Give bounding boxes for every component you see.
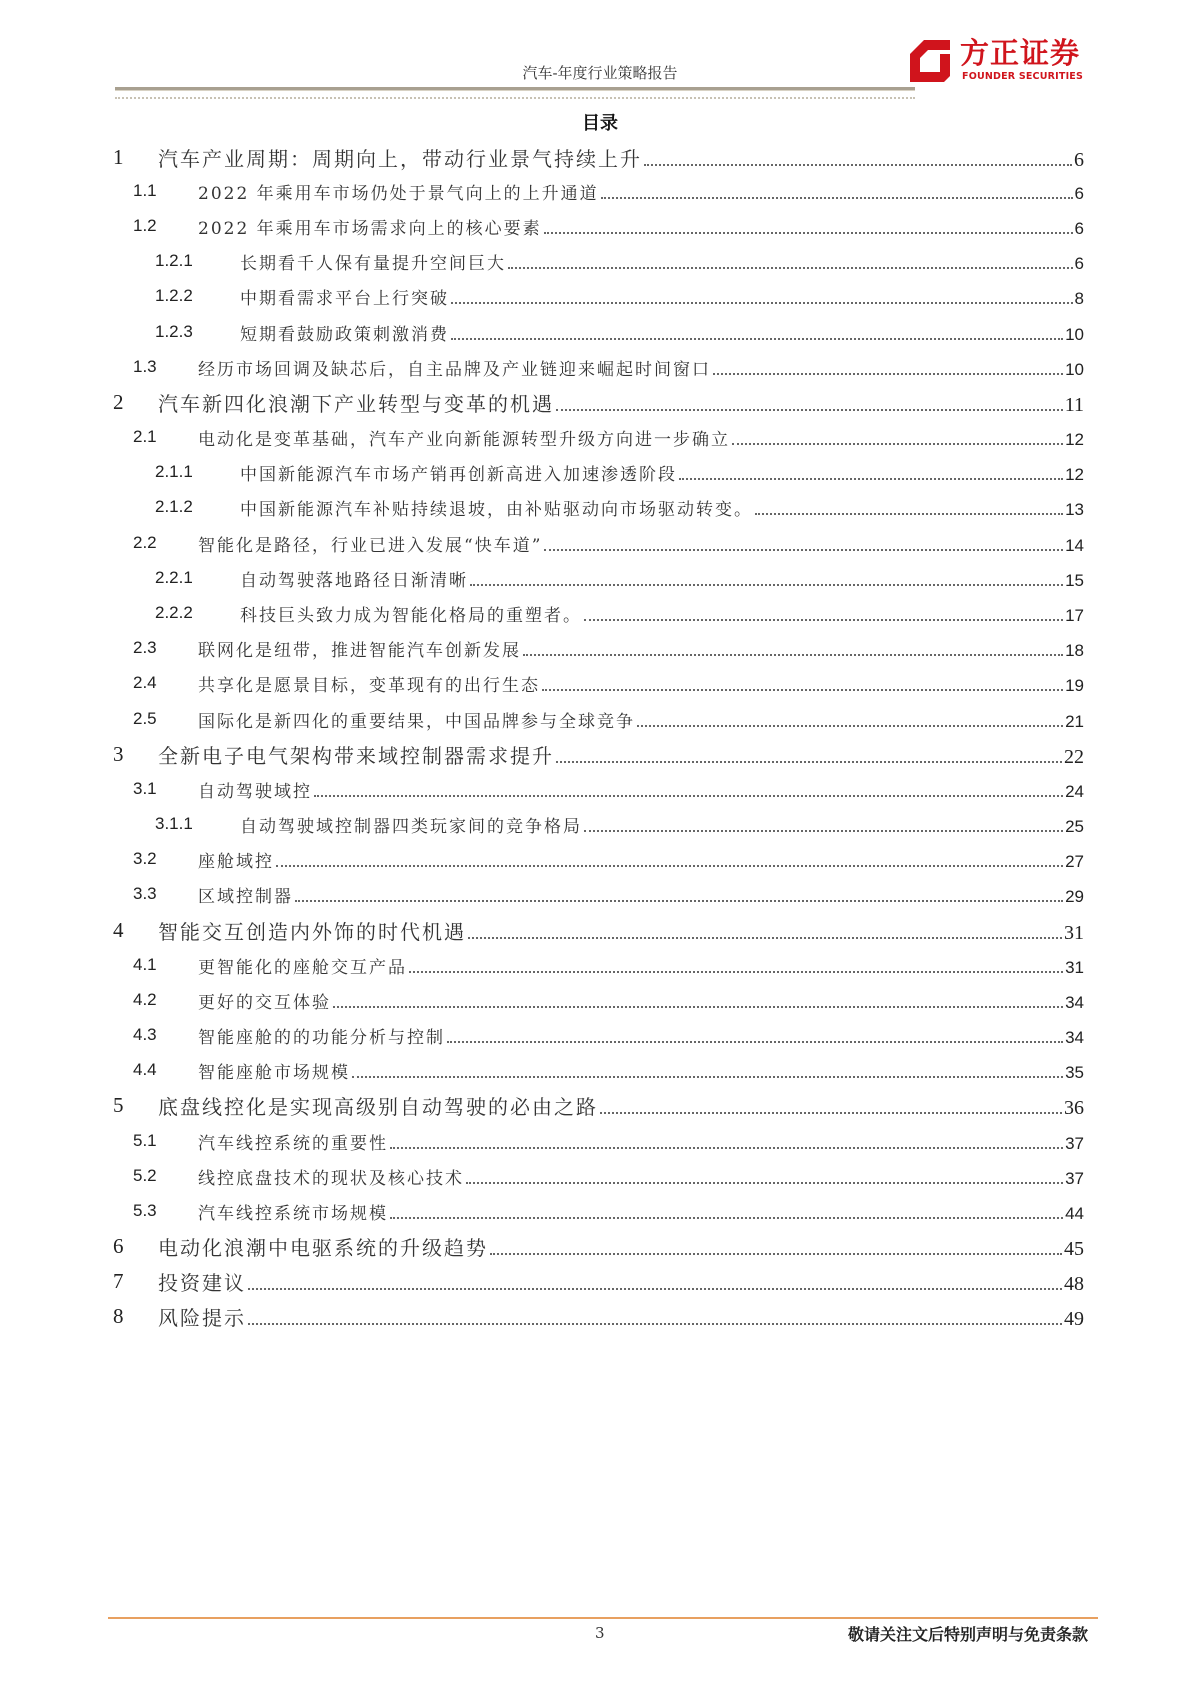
toc-entry[interactable] xyxy=(0,279,1200,313)
toc-entry-page: 18 xyxy=(1065,640,1084,660)
toc-entry-number: 2 xyxy=(113,389,124,414)
toc-entry-page: 35 xyxy=(1065,1062,1084,1082)
toc-entry-title: 经历市场回调及缺芯后，自主品牌及产业链迎来崛起时间窗口 xyxy=(198,359,711,380)
toc-entry-title: 中期看需求平台上行突破 xyxy=(240,288,449,309)
toc-entry[interactable] xyxy=(0,140,1200,174)
toc-entry-number: 1 xyxy=(113,144,124,169)
toc-entry-number: 3.1.1 xyxy=(155,814,193,833)
toc-entry-number: 2.4 xyxy=(133,673,157,692)
footer-divider xyxy=(108,1617,1098,1619)
dot-leader xyxy=(295,900,1063,902)
toc-entry[interactable] xyxy=(0,737,1200,771)
dot-leader xyxy=(713,373,1063,375)
toc-entry[interactable] xyxy=(0,842,1200,876)
toc-entry-page: 12 xyxy=(1065,464,1084,484)
toc-entry-page: 6 xyxy=(1074,253,1084,273)
dot-leader xyxy=(544,549,1063,551)
toc-entry-title: 线控底盘技术的现状及核心技术 xyxy=(198,1168,464,1189)
toc-entry[interactable] xyxy=(0,983,1200,1017)
dot-leader xyxy=(390,1147,1063,1149)
toc-entry-page: 37 xyxy=(1065,1168,1084,1188)
toc-entry-title: 2022 年乘用车市场仍处于景气向上的上升通道 xyxy=(198,183,599,204)
toc-entry[interactable] xyxy=(0,455,1200,489)
header-dotted-divider xyxy=(115,97,915,99)
toc-entry-title: 2022 年乘用车市场需求向上的核心要素 xyxy=(198,218,542,239)
logo-name-en: FOUNDER SECURITIES xyxy=(962,71,1084,82)
toc-entry-number: 1.2.2 xyxy=(155,286,193,305)
toc-entry[interactable] xyxy=(0,209,1200,243)
toc-entry-page: 49 xyxy=(1064,1307,1084,1330)
dot-leader xyxy=(248,1288,1062,1290)
toc-entry[interactable] xyxy=(0,526,1200,560)
dot-leader xyxy=(314,795,1063,797)
dot-leader xyxy=(409,971,1063,973)
toc-entry-title: 智能座舱的的功能分析与控制 xyxy=(198,1027,445,1048)
dot-leader xyxy=(600,1112,1062,1114)
dot-leader xyxy=(584,830,1063,832)
toc-entry-title: 汽车线控系统的重要性 xyxy=(198,1133,388,1154)
toc-entry-title: 全新电子电气架构带来域控制器需求提升 xyxy=(158,743,554,768)
toc-entry-title: 投资建议 xyxy=(158,1270,246,1295)
toc-entry-page: 27 xyxy=(1065,851,1084,871)
toc-entry-title: 国际化是新四化的重要结果，中国品牌参与全球竞争 xyxy=(198,711,635,732)
dot-leader xyxy=(470,584,1063,586)
toc-entry[interactable] xyxy=(0,596,1200,630)
toc-entry-page: 22 xyxy=(1064,745,1084,768)
founder-securities-logo xyxy=(910,36,1100,86)
toc-entry-title: 自动驾驶域控 xyxy=(198,781,312,802)
toc-entry[interactable] xyxy=(0,666,1200,700)
toc-entry-page: 10 xyxy=(1065,359,1084,379)
toc-entry-number: 2.5 xyxy=(133,709,157,728)
toc-entry-number: 5.2 xyxy=(133,1166,157,1185)
dot-leader xyxy=(276,865,1063,867)
dot-leader xyxy=(755,513,1063,515)
toc-entry-title: 中国新能源汽车补贴持续退坡，由补贴驱动向市场驱动转变。 xyxy=(240,499,753,520)
toc-entry-page: 12 xyxy=(1065,429,1084,449)
toc-entry-number: 2.2.1 xyxy=(155,568,193,587)
toc-entry-page: 14 xyxy=(1065,535,1084,555)
toc-entry-page: 44 xyxy=(1065,1203,1084,1223)
toc-entry-number: 4 xyxy=(113,917,124,942)
toc-entry-number: 2.1.1 xyxy=(155,462,193,481)
dot-leader xyxy=(468,937,1062,939)
toc-entry[interactable] xyxy=(0,1053,1200,1087)
toc-entry-title: 长期看千人保有量提升空间巨大 xyxy=(240,253,506,274)
toc-entry-title: 更好的交互体验 xyxy=(198,992,331,1013)
toc-entry[interactable] xyxy=(0,561,1200,595)
dot-leader xyxy=(248,1323,1062,1325)
toc-entry-title: 座舱域控 xyxy=(198,851,274,872)
toc-entry-title: 智能化是路径，行业已进入发展“快车道” xyxy=(198,535,543,556)
toc-entry-number: 5.1 xyxy=(133,1131,157,1150)
founder-logo-mark-icon xyxy=(910,40,950,82)
toc-entry-page: 17 xyxy=(1065,605,1084,625)
toc-entry-page: 21 xyxy=(1065,711,1084,731)
toc-entry-title: 底盘线控化是实现高级别自动驾驶的必由之路 xyxy=(158,1094,598,1119)
dot-leader xyxy=(544,232,1073,234)
toc-entry-page: 10 xyxy=(1065,324,1084,344)
dot-leader xyxy=(556,761,1062,763)
toc-entry-number: 4.3 xyxy=(133,1025,157,1044)
toc-entry-number: 5 xyxy=(113,1092,124,1117)
toc-entry-title: 电动化浪潮中电驱系统的升级趋势 xyxy=(158,1235,488,1260)
toc-entry-number: 7 xyxy=(113,1268,124,1293)
header-divider xyxy=(115,87,915,91)
toc-entry-title: 智能座舱市场规模 xyxy=(198,1062,350,1083)
toc-entry[interactable] xyxy=(0,1299,1200,1333)
dot-leader xyxy=(466,1182,1063,1184)
toc-entry[interactable] xyxy=(0,948,1200,982)
toc-entry[interactable] xyxy=(0,244,1200,278)
toc-entry-page: 6 xyxy=(1074,148,1084,171)
toc-entry[interactable] xyxy=(0,174,1200,208)
toc-entry[interactable] xyxy=(0,420,1200,454)
footer-page-number: 3 xyxy=(595,1624,605,1642)
toc-entry-page: 34 xyxy=(1065,1027,1084,1047)
toc-entry-title: 区域控制器 xyxy=(198,886,293,907)
toc-entry-page: 11 xyxy=(1064,393,1084,416)
toc-entry[interactable] xyxy=(0,913,1200,947)
toc-entry[interactable] xyxy=(0,772,1200,806)
toc-entry-number: 3.3 xyxy=(133,884,157,903)
toc-entry-title: 风险提示 xyxy=(158,1305,246,1330)
toc-entry[interactable] xyxy=(0,1229,1200,1263)
toc-entry-title: 自动驾驶落地路径日渐清晰 xyxy=(240,570,468,591)
toc-entry[interactable] xyxy=(0,1124,1200,1158)
toc-entry-number: 6 xyxy=(113,1233,124,1258)
toc-entry-number: 1.2.3 xyxy=(155,322,193,341)
dot-leader xyxy=(352,1076,1063,1078)
dot-leader xyxy=(447,1041,1063,1043)
toc-entry-page: 34 xyxy=(1065,992,1084,1012)
toc-entry-title: 短期看鼓励政策刺激消费 xyxy=(240,324,449,345)
toc-entry-title: 电动化是变革基础，汽车产业向新能源转型升级方向进一步确立 xyxy=(198,429,730,450)
toc-entry-title: 汽车线控系统市场规模 xyxy=(198,1203,388,1224)
toc-entry-title: 智能交互创造内外饰的时代机遇 xyxy=(158,919,466,944)
toc-entry-number: 4.2 xyxy=(133,990,157,1009)
toc-entry[interactable] xyxy=(0,631,1200,665)
toc-entry-page: 6 xyxy=(1074,183,1084,203)
toc-entry-number: 1.2 xyxy=(133,216,157,235)
toc-entry[interactable] xyxy=(0,385,1200,419)
toc-entry-number: 4.1 xyxy=(133,955,157,974)
dot-leader xyxy=(637,725,1063,727)
dot-leader xyxy=(508,267,1073,269)
toc-entry-title: 联网化是纽带，推进智能汽车创新发展 xyxy=(198,640,521,661)
toc-entry-number: 2.2 xyxy=(133,533,157,552)
toc-entry-title: 汽车产业周期：周期向上，带动行业景气持续上升 xyxy=(158,146,642,171)
dot-leader xyxy=(490,1253,1062,1255)
toc-entry-page: 19 xyxy=(1065,675,1084,695)
toc-heading: 目录 xyxy=(582,113,618,134)
toc-entry-page: 13 xyxy=(1065,499,1084,519)
toc-entry[interactable] xyxy=(0,1088,1200,1122)
toc-entry-number: 1.1 xyxy=(133,181,157,200)
toc-entry-page: 48 xyxy=(1064,1272,1084,1295)
toc-entry-title: 更智能化的座舱交互产品 xyxy=(198,957,407,978)
logo-name-cn: 方正证券 xyxy=(960,36,1081,70)
toc-entry[interactable] xyxy=(0,702,1200,736)
dot-leader xyxy=(644,164,1072,166)
toc-entry-page: 25 xyxy=(1065,816,1084,836)
toc-entry-page: 8 xyxy=(1074,288,1084,308)
toc-entry[interactable] xyxy=(0,350,1200,384)
toc-entry-number: 1.2.1 xyxy=(155,251,193,270)
toc-entry-page: 31 xyxy=(1064,921,1084,944)
toc-entry-page: 29 xyxy=(1065,886,1084,906)
dot-leader xyxy=(390,1217,1063,1219)
dot-leader xyxy=(542,689,1063,691)
toc-entry-number: 2.3 xyxy=(133,638,157,657)
toc-entry[interactable] xyxy=(0,1159,1200,1193)
dot-leader xyxy=(451,338,1063,340)
toc-entry[interactable] xyxy=(0,1018,1200,1052)
toc-entry[interactable] xyxy=(0,1264,1200,1298)
toc-entry-page: 31 xyxy=(1065,957,1084,977)
toc-entry-title: 科技巨头致力成为智能化格局的重塑者。 xyxy=(240,605,582,626)
dot-leader xyxy=(601,197,1073,199)
toc-entry-number: 5.3 xyxy=(133,1201,157,1220)
toc-entry-title: 中国新能源汽车市场产销再创新高进入加速渗透阶段 xyxy=(240,464,677,485)
toc-entry-number: 2.1 xyxy=(133,427,157,446)
toc-entry-number: 2.1.2 xyxy=(155,497,193,516)
dot-leader xyxy=(333,1006,1063,1008)
toc-entry-number: 8 xyxy=(113,1303,124,1328)
dot-leader xyxy=(556,409,1063,411)
toc-entry-page: 24 xyxy=(1065,781,1084,801)
dot-leader xyxy=(523,654,1063,656)
toc-entry-title: 自动驾驶域控制器四类玩家间的竞争格局 xyxy=(240,816,582,837)
toc-entry-page: 15 xyxy=(1065,570,1084,590)
toc-entry[interactable] xyxy=(0,1194,1200,1228)
toc-entry[interactable] xyxy=(0,877,1200,911)
toc-entry-number: 2.2.2 xyxy=(155,603,193,622)
toc-entry[interactable] xyxy=(0,807,1200,841)
dot-leader xyxy=(732,443,1063,445)
toc-entry-number: 3.2 xyxy=(133,849,157,868)
dot-leader xyxy=(679,478,1063,480)
toc-entry-page: 45 xyxy=(1064,1237,1084,1260)
toc-entry-number: 3.1 xyxy=(133,779,157,798)
toc-entry-title: 共享化是愿景目标，变革现有的出行生态 xyxy=(198,675,540,696)
toc-entry-page: 6 xyxy=(1074,218,1084,238)
toc-entry-number: 1.3 xyxy=(133,357,157,376)
dot-leader xyxy=(451,302,1073,304)
toc-entry[interactable] xyxy=(0,315,1200,349)
toc-entry[interactable] xyxy=(0,490,1200,524)
toc-entry-page: 36 xyxy=(1064,1096,1084,1119)
toc-entry-title: 汽车新四化浪潮下产业转型与变革的机遇 xyxy=(158,391,554,416)
toc-entry-page: 37 xyxy=(1065,1133,1084,1153)
dot-leader xyxy=(584,619,1063,621)
toc-entry-number: 3 xyxy=(113,741,124,766)
footer-disclaimer: 敬请关注文后特别声明与免责条款 xyxy=(847,1625,1088,1644)
toc-entry-number: 4.4 xyxy=(133,1060,157,1079)
report-header-title: 汽车-年度行业策略报告 xyxy=(522,64,678,82)
